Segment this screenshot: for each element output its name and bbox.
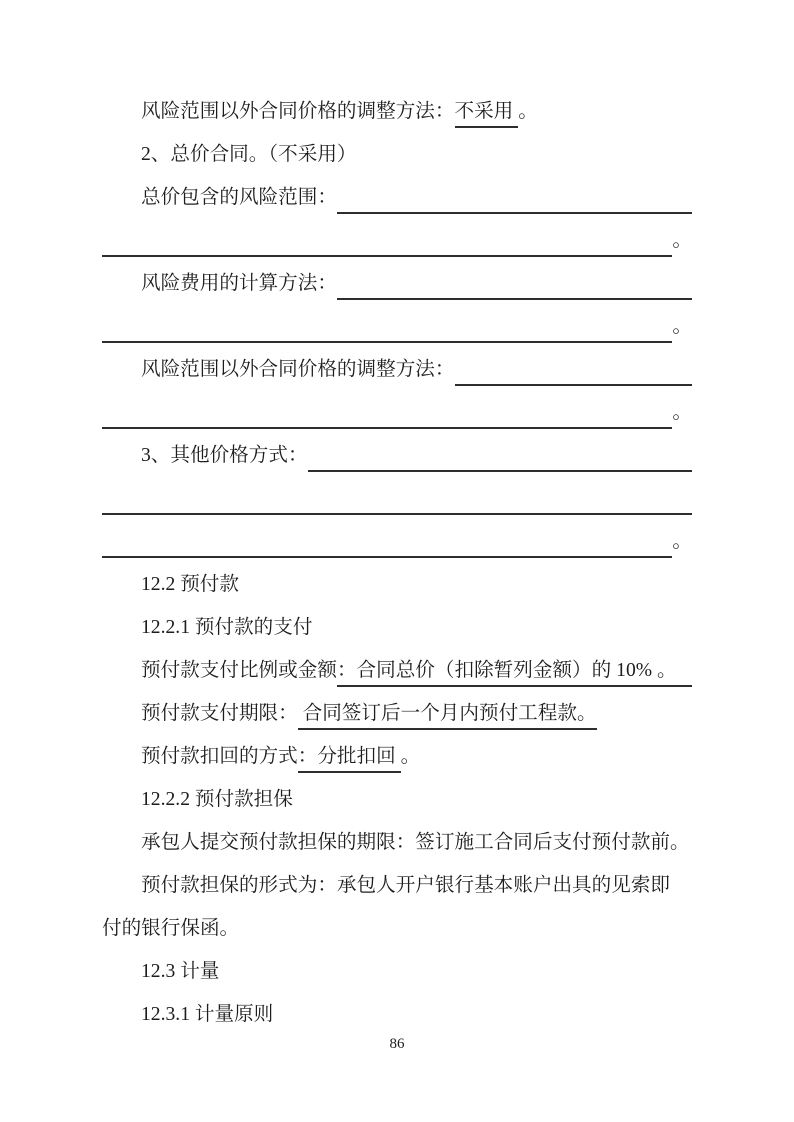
blank-underline — [337, 269, 692, 300]
filled-in-value: ：合同总价（扣除暂列金额）的 10% 。 — [337, 656, 677, 687]
text-segment: 12.3 计量 — [141, 961, 220, 982]
text-segment: 12.2 预付款 — [141, 574, 239, 595]
text-segment: 12.2.2 预付款担保 — [141, 789, 293, 810]
text-segment: 。 — [672, 230, 692, 251]
blank-underline — [308, 441, 692, 472]
guarantee-form-line-2 — [102, 902, 692, 945]
blank-underline — [102, 527, 672, 558]
text-segment: 。 — [672, 316, 692, 337]
text-segment: 。 — [518, 101, 538, 122]
text-segment: 风险费用的计算方法： — [141, 273, 337, 294]
price-adjust-method-filled — [102, 85, 692, 128]
text-segment: 3、其他价格方式： — [141, 445, 308, 466]
text-segment: 。 — [400, 746, 421, 767]
guarantee-submit-deadline — [102, 816, 692, 859]
price-adjust-method-label — [102, 343, 692, 386]
heading-12-3-1 — [102, 988, 692, 1031]
filled-in-value: ：分批扣回 — [298, 742, 401, 773]
blank-continuation-line — [102, 386, 692, 429]
clause-3-other-price — [102, 429, 692, 472]
text-segment: 预付款支付期限： — [141, 703, 298, 724]
text-segment: 预付款担保的形式为：承包人开户银行基本账户出具的见索即 — [141, 875, 671, 896]
clause-2-lump-sum — [102, 128, 692, 171]
blank-underline — [102, 312, 672, 343]
heading-12-2-1 — [102, 601, 692, 644]
text-segment: 预付款支付比例或金额 — [141, 660, 337, 681]
blank-continuation-line — [102, 214, 692, 257]
text-segment: 风险范围以外合同价格的调整方法： — [141, 101, 455, 122]
lump-sum-risk-scope-label — [102, 171, 692, 214]
text-segment: 风险范围以外合同价格的调整方法： — [141, 359, 455, 380]
filled-in-value: 不采用 — [455, 97, 519, 128]
text-segment: 付的银行保函。 — [102, 918, 240, 939]
advance-deduction-method — [102, 730, 692, 773]
blank-underline — [337, 183, 692, 214]
text-segment: 总价包含的风险范围： — [141, 187, 337, 208]
blank-continuation-line — [102, 472, 692, 515]
text-segment: 。 — [672, 402, 692, 423]
advance-payment-ratio — [102, 644, 692, 687]
blank-underline — [102, 226, 672, 257]
text-segment: 2、总价合同。（不采用） — [141, 144, 357, 165]
guarantee-form-line-1 — [102, 859, 692, 902]
document-body — [102, 85, 692, 1031]
advance-payment-deadline — [102, 687, 692, 730]
blank-underline — [677, 656, 692, 687]
blank-underline — [102, 484, 692, 515]
text-segment: 预付款扣回的方式 — [141, 746, 298, 767]
heading-12-3 — [102, 945, 692, 988]
text-segment: 承包人提交预付款担保的期限：签订施工合同后支付预付款前。 — [141, 832, 690, 853]
filled-in-value: 合同签订后一个月内预付工程款。 — [298, 699, 597, 730]
heading-12-2-2 — [102, 773, 692, 816]
heading-12-2 — [102, 558, 692, 601]
blank-underline — [102, 398, 672, 429]
blank-continuation-line — [102, 515, 692, 558]
text-segment: 12.3.1 计量原则 — [141, 1004, 274, 1025]
risk-cost-method-label — [102, 257, 692, 300]
blank-continuation-line — [102, 300, 692, 343]
blank-underline — [455, 355, 693, 386]
text-segment: 。 — [672, 531, 692, 552]
text-segment: 12.2.1 预付款的支付 — [141, 617, 313, 638]
page-number: 86 — [389, 1036, 405, 1052]
